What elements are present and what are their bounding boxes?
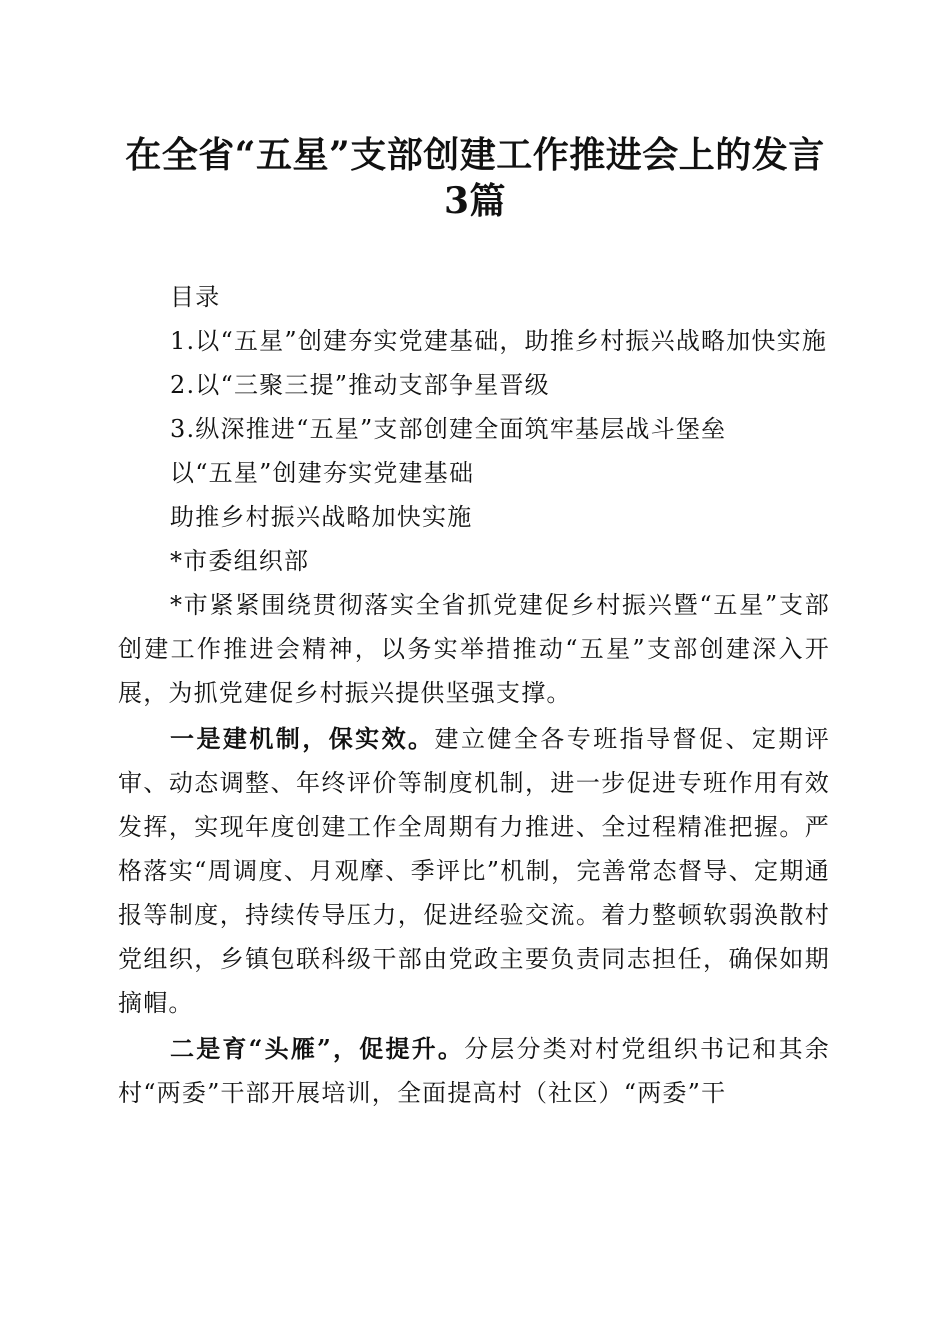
article-title-line-2: 助推乡村振兴战略加快实施	[170, 503, 473, 531]
document-title	[100, 132, 850, 224]
section-2-text: 分层分类对村党组织书记和其余村“两委”干部开展培训，全面提高村（社区）“两委”干	[118, 1035, 830, 1107]
article-section-1	[118, 717, 830, 1025]
toc-item-3: 3.纵深推进“五星”支部创建全面筑牢基层战斗堡垒	[170, 415, 727, 443]
document-title-line-1: 在全省“五星”支部创建工作推进会上的发言	[125, 134, 825, 176]
document-title-line-2: 3篇	[443, 180, 507, 222]
toc-item-1: 1.以“五星”创建夯实党建基础，助推乡村振兴战略加快实施	[170, 327, 828, 355]
toc-item-2: 2.以“三聚三提”推动支部争星晋级	[170, 371, 550, 399]
article-author: *市委组织部	[170, 547, 310, 575]
section-2-lead: 二是育“头雁”，促提升。	[170, 1034, 465, 1063]
article-intro: *市紧紧围绕贯彻落实全省抓党建促乡村振兴暨“五星”支部创建工作推进会精神，以务实举措推动“五星”支部创建深入开展，为抓党建促乡村振兴提供坚强支撑。	[118, 591, 830, 707]
article-section-2	[118, 1027, 830, 1115]
section-1-lead: 一是建机制，保实效。	[170, 724, 435, 753]
document-body	[118, 275, 830, 1115]
toc-heading: 目录	[170, 283, 221, 311]
article-title-line-1: 以“五星”创建夯实党建基础	[170, 459, 475, 487]
section-1-text: 建立健全各专班指导督促、定期评审、动态调整、年终评价等制度机制，进一步促进专班作用有效发挥，实现年度创建工作全周期有力推进、全过程精准把握。严格落实“周调度、月观摩、季评比”机制，完善常态督导、定期通报等制度，持续传导压力，促进经验交流。着力整顿软弱涣散村党组织，乡镇包联科级干部由党政主要负责同志担任，确保如期摘帽。	[118, 725, 830, 1017]
